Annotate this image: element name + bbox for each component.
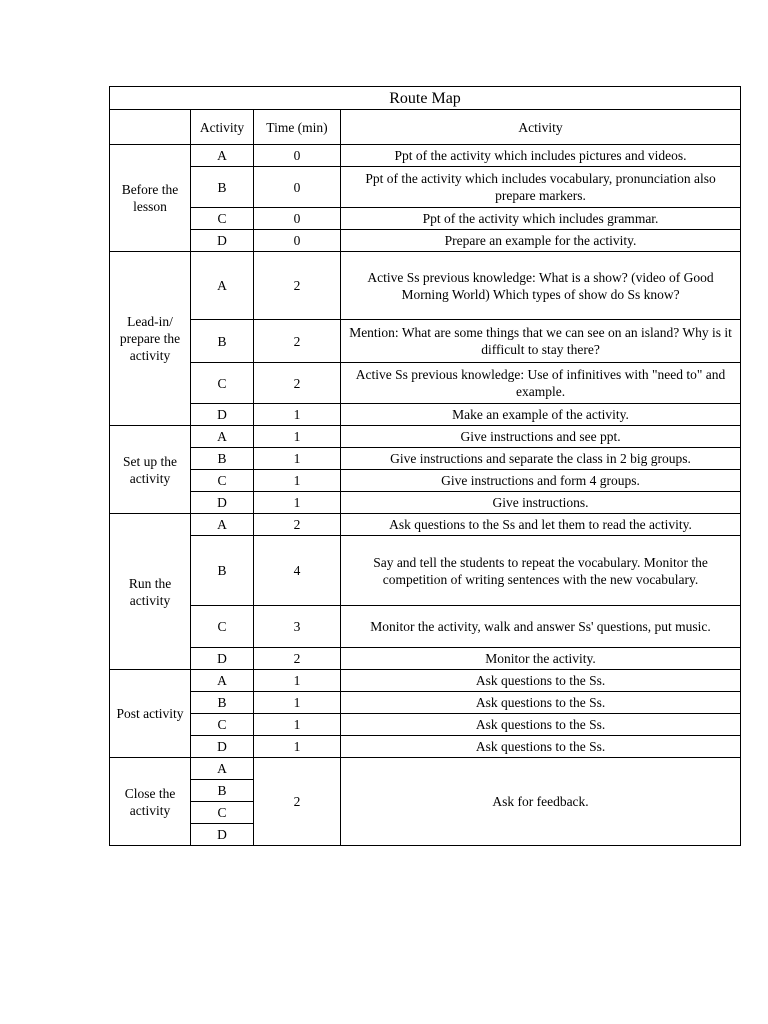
row-time: 1	[254, 448, 341, 470]
row-time: 2	[254, 758, 341, 846]
row-desc: Ask questions to the Ss.	[341, 736, 741, 758]
row-id: D	[191, 492, 254, 514]
row-time: 1	[254, 426, 341, 448]
row-id: A	[191, 145, 254, 167]
row-id: A	[191, 758, 254, 780]
row-desc: Monitor the activity, walk and answer Ss' questions, put music.	[341, 606, 741, 648]
section-post: Post activity	[110, 670, 191, 758]
row-time: 1	[254, 692, 341, 714]
section-close: Close the activity	[110, 758, 191, 846]
row-id: C	[191, 208, 254, 230]
row-time: 1	[254, 404, 341, 426]
row-id: D	[191, 648, 254, 670]
table-row	[110, 252, 741, 320]
row-desc: Say and tell the students to repeat the vocabulary. Monitor the competition of writing sentences with the new vocabulary.	[341, 536, 741, 606]
table-row	[110, 606, 741, 648]
row-time: 2	[254, 320, 341, 363]
table-row	[110, 167, 741, 208]
table-title: Route Map	[110, 87, 741, 110]
header-blank	[110, 110, 191, 145]
table-row	[110, 670, 741, 692]
header-activity-id: Activity	[191, 110, 254, 145]
header-row	[110, 110, 741, 145]
row-time: 2	[254, 648, 341, 670]
row-desc: Mention: What are some things that we can see on an island? Why is it difficult to stay there?	[341, 320, 741, 363]
row-desc: Active Ss previous knowledge: What is a show? (video of Good Morning World) Which types of show do Ss know?	[341, 252, 741, 320]
title-row	[110, 87, 741, 110]
row-desc: Give instructions and separate the class in 2 big groups.	[341, 448, 741, 470]
route-map-table	[109, 86, 741, 846]
row-time: 0	[254, 145, 341, 167]
row-desc: Ppt of the activity which includes grammar.	[341, 208, 741, 230]
row-id: B	[191, 448, 254, 470]
row-desc: Prepare an example for the activity.	[341, 230, 741, 252]
table-row	[110, 492, 741, 514]
row-desc: Ask questions to the Ss.	[341, 692, 741, 714]
row-id: B	[191, 692, 254, 714]
row-desc: Make an example of the activity.	[341, 404, 741, 426]
table-row	[110, 648, 741, 670]
row-desc: Ask questions to the Ss.	[341, 714, 741, 736]
row-time: 4	[254, 536, 341, 606]
table-row	[110, 692, 741, 714]
row-id: C	[191, 363, 254, 404]
row-id: D	[191, 824, 254, 846]
row-desc: Ask questions to the Ss.	[341, 670, 741, 692]
row-id: B	[191, 320, 254, 363]
row-id: A	[191, 670, 254, 692]
row-id: C	[191, 714, 254, 736]
row-desc: Monitor the activity.	[341, 648, 741, 670]
row-time: 1	[254, 470, 341, 492]
row-id: C	[191, 470, 254, 492]
header-activity-desc: Activity	[341, 110, 741, 145]
row-time: 0	[254, 230, 341, 252]
section-set-up: Set up the activity	[110, 426, 191, 514]
row-id: C	[191, 802, 254, 824]
table-row	[110, 320, 741, 363]
table-row	[110, 404, 741, 426]
row-id: B	[191, 780, 254, 802]
row-id: B	[191, 167, 254, 208]
table-row	[110, 514, 741, 536]
section-before-lesson: Before the lesson	[110, 145, 191, 252]
row-time: 0	[254, 167, 341, 208]
row-id: D	[191, 736, 254, 758]
table-row	[110, 736, 741, 758]
table-row	[110, 714, 741, 736]
table-row	[110, 758, 741, 780]
row-desc: Ask questions to the Ss and let them to read the activity.	[341, 514, 741, 536]
section-run: Run the activity	[110, 514, 191, 670]
table-row	[110, 230, 741, 252]
table-row	[110, 426, 741, 448]
row-desc: Active Ss previous knowledge: Use of infinitives with "need to" and example.	[341, 363, 741, 404]
row-id: C	[191, 606, 254, 648]
row-desc: Ask for feedback.	[341, 758, 741, 846]
row-id: A	[191, 426, 254, 448]
table-row	[110, 536, 741, 606]
row-desc: Ppt of the activity which includes vocabulary, pronunciation also prepare markers.	[341, 167, 741, 208]
row-time: 1	[254, 714, 341, 736]
row-desc: Give instructions.	[341, 492, 741, 514]
row-time: 1	[254, 670, 341, 692]
table-row	[110, 470, 741, 492]
row-time: 2	[254, 363, 341, 404]
row-desc: Give instructions and form 4 groups.	[341, 470, 741, 492]
row-time: 2	[254, 514, 341, 536]
row-id: A	[191, 252, 254, 320]
row-time: 1	[254, 736, 341, 758]
header-time: Time (min)	[254, 110, 341, 145]
table-row	[110, 448, 741, 470]
table-row	[110, 363, 741, 404]
row-id: D	[191, 404, 254, 426]
row-time: 1	[254, 492, 341, 514]
row-id: B	[191, 536, 254, 606]
row-time: 0	[254, 208, 341, 230]
row-time: 2	[254, 252, 341, 320]
table-row	[110, 145, 741, 167]
table-row	[110, 208, 741, 230]
row-time: 3	[254, 606, 341, 648]
row-desc: Give instructions and see ppt.	[341, 426, 741, 448]
row-id: D	[191, 230, 254, 252]
row-desc: Ppt of the activity which includes pictures and videos.	[341, 145, 741, 167]
row-id: A	[191, 514, 254, 536]
section-lead-in: Lead-in/ prepare the activity	[110, 252, 191, 426]
